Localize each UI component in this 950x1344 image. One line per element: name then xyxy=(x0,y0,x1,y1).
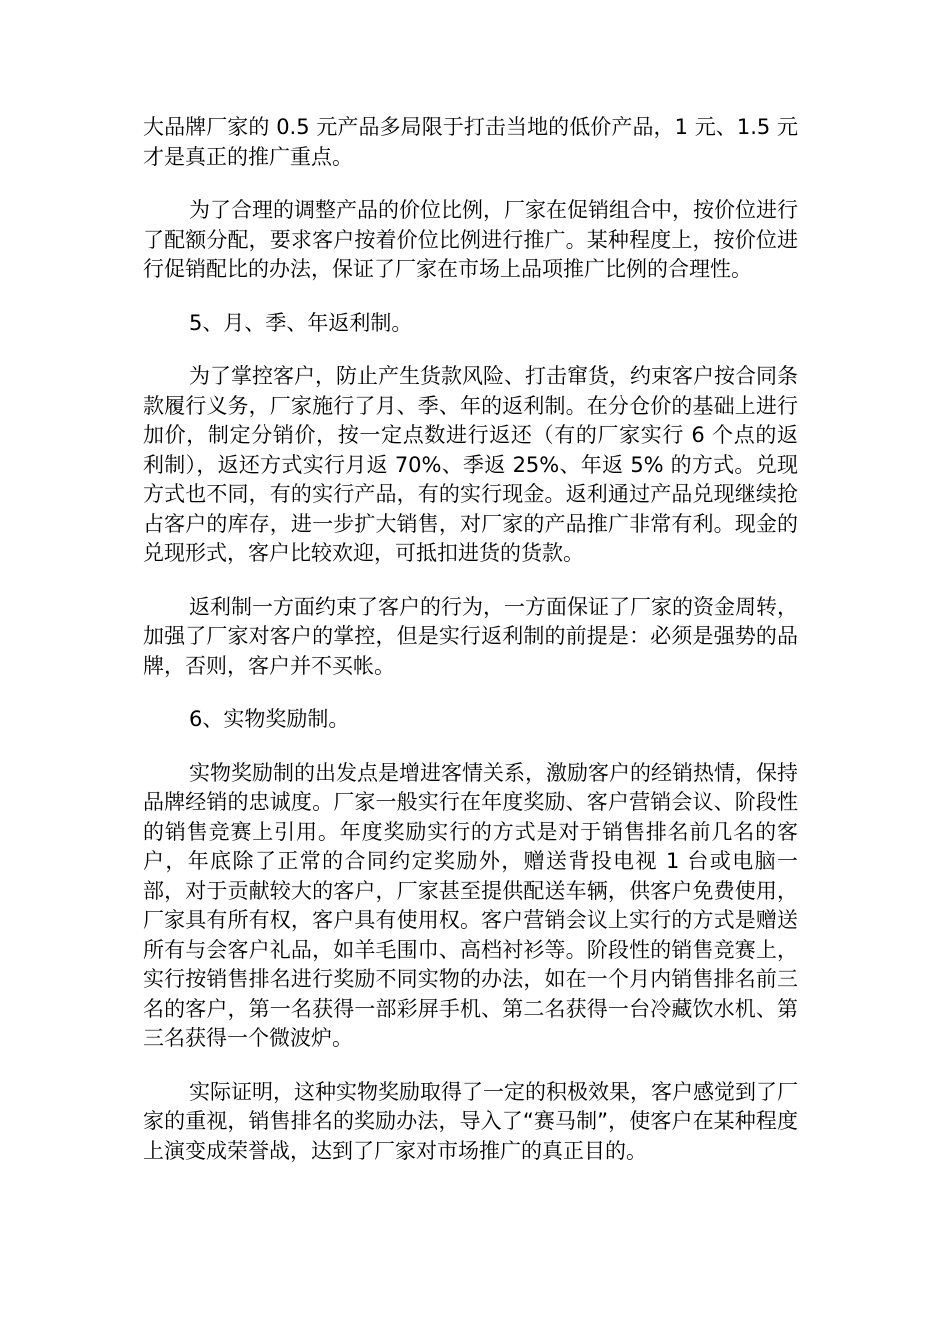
section-heading: 6、实物奖励制。 xyxy=(189,707,350,731)
paragraph: 实物奖励制的出发点是增进客情关系，激励客户的经销热情，保持品牌经销的忠诚度。厂家一般实行在年度奖励、客户营销会议、阶段性的销售竞赛上引用。年度奖励实行的方式是对于销售排名前几名的客户，年底除了正常的合同约定奖励外，赠送背投电视 1 台或电脑一部，对于贡献较大的客户，厂家甚至提供配送车辆，供客户免费使用，厂家具有所有权，客户具有使用权。客户营销会议上实行的方式是赠送所有与会客户礼品，如羊毛围巾、高档衬衫等。阶段性的销售竞赛上，实行按销售排名进行奖励不同实物的办法，如在一个月内销售排名前三名的客户，第一名获得一部彩屏手机、第二名获得一台冷藏饮水机、第三名获得一个微波炉。 xyxy=(143,760,798,1050)
paragraph: 大品牌厂家的 0.5 元产品多局限于打击当地的低价产品，1 元、1.5 元才是真正的推广重点。 xyxy=(143,115,798,169)
paragraph: 返利制一方面约束了客户的行为，一方面保证了厂家的资金周转，加强了厂家对客户的掌控，但是实行返利制的前提是：必须是强势的品牌，否则，客户并不买帐。 xyxy=(143,594,798,678)
document-body xyxy=(143,113,798,1190)
paragraph: 为了掌控客户，防止产生货款风险、打击窜货，约束客户按合同条款履行义务，厂家施行了月、季、年的返利制。在分仓价的基础上进行加价，制定分销价，按一定点数进行返还（有的厂家实行 6 个点的返利制），返还方式实行月返 70%、季返 25%、年返 5% 的方式。兑现方式也不同，有的实行产品，有的实行现金。返利通过产品兑现继续抢占客户的库存，进一步扩大销售，对厂家的产品推广非常有利。现金的兑现形式，客户比较欢迎，可抵扣进货的货款。 xyxy=(143,364,798,565)
paragraph: 为了合理的调整产品的价位比例，厂家在促销组合中，按价位进行了配额分配，要求客户按着价位比例进行推广。某种程度上，按价位进行促销配比的办法，保证了厂家在市场上品项推广比例的合理性。 xyxy=(143,198,798,281)
section-heading: 5、月、季、年返利制。 xyxy=(189,310,413,335)
paragraph: 实际证明，这种实物奖励取得了一定的积极效果，客户感觉到了厂家的重视，销售排名的奖励办法，导入了“赛马制”，使客户在某种程度上演变成荣誉战，达到了厂家对市场推广的真正目的。 xyxy=(143,1079,798,1163)
